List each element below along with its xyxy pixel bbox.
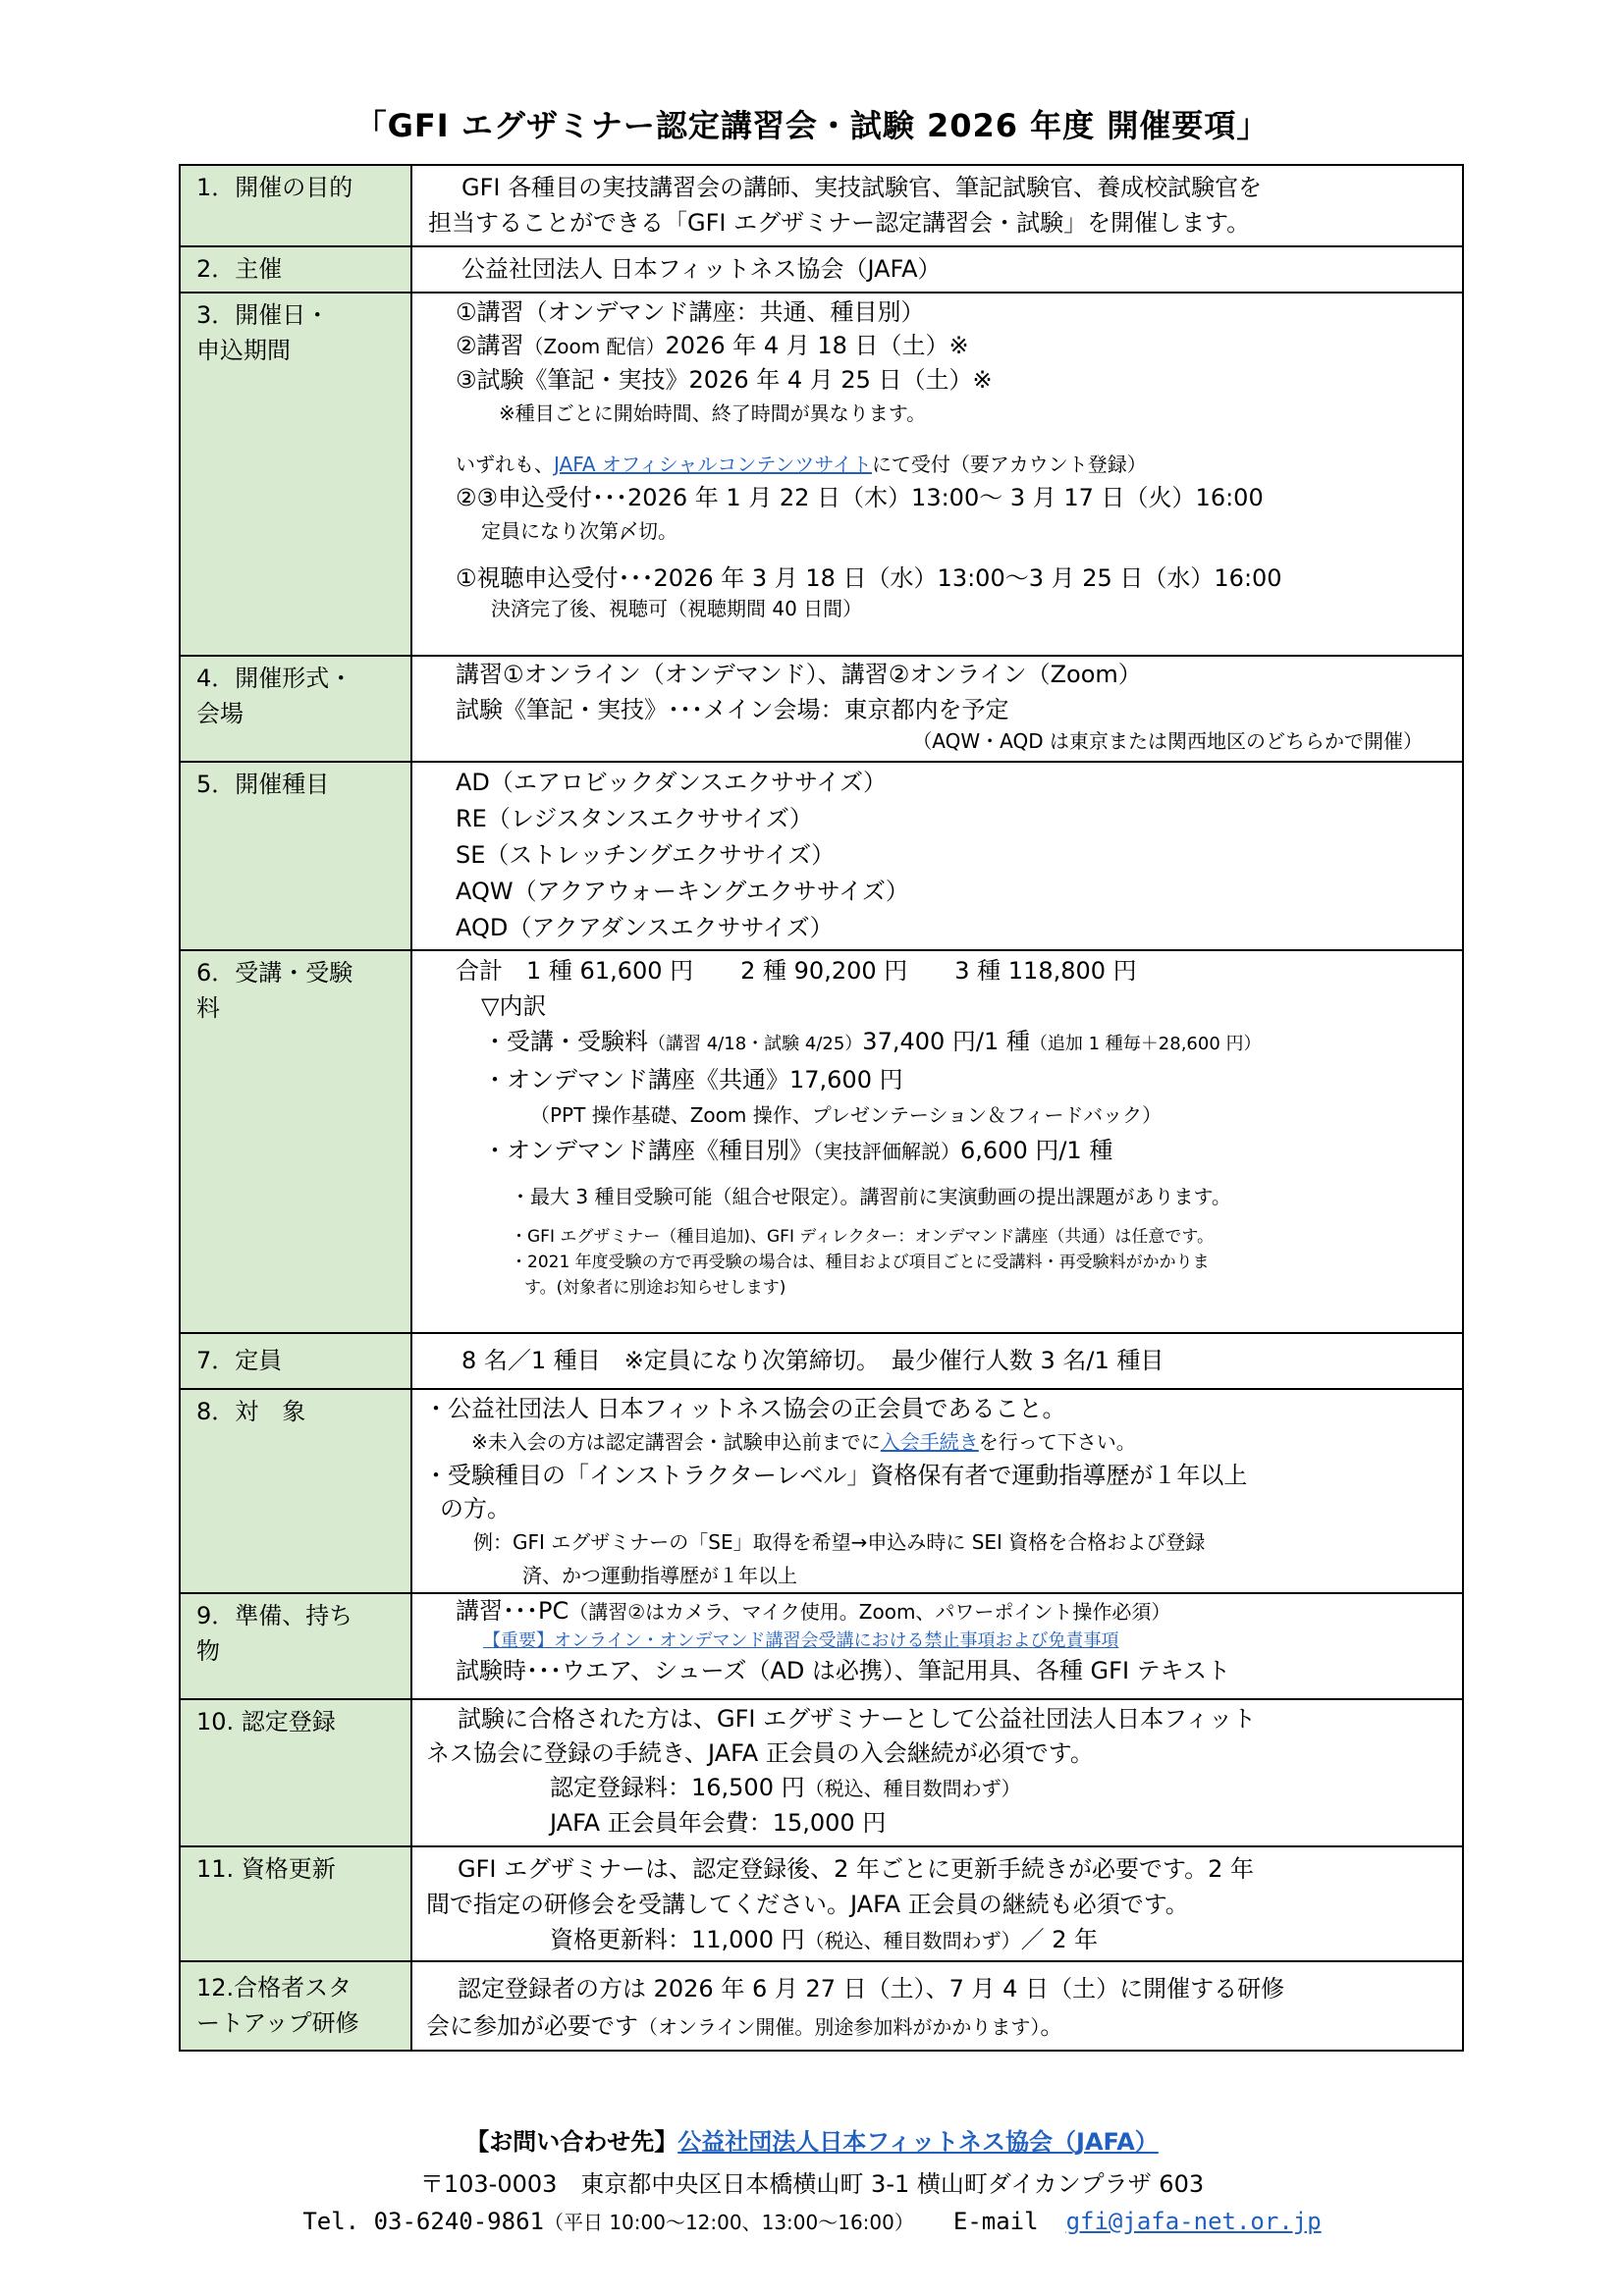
contact-line (0, 2122, 1624, 2157)
row-label: 5．開催種目 (196, 771, 330, 798)
event-item: RE（レジスタンスエクササイズ） (456, 805, 813, 832)
outline-table (179, 164, 1464, 2052)
contact-label: 【お問い合わせ先】 (465, 2128, 678, 2156)
text-line: ・GFI エグザミナー（種目追加)、GFI ディレクター：オンデマンド講座（共通）は任意です。 (511, 1227, 1214, 1247)
row-items-to-bring (180, 1593, 1463, 1699)
text-line: 認定登録者の方は 2026 年 6 月 27 日（土）、7 月 4 日（土）に開催する研修 (458, 1975, 1285, 2002)
row-label: 3．開催日・ (196, 301, 330, 329)
text-line: いずれも、JAFA オフィシャルコンテンツサイトにて受付（要アカウント登録） (456, 453, 1147, 476)
content-cell (411, 165, 1463, 246)
row-label: 会場 (196, 700, 244, 727)
address-line: 〒103-0003 東京都中央区日本橋横山町 3-1 横山町ダイカンプラザ 603 (419, 2170, 1205, 2198)
row-label: 物 (196, 1637, 220, 1665)
row-label: 7．定員 (196, 1347, 283, 1374)
row-label: 10. 認定登録 (196, 1708, 336, 1735)
label-cell (180, 1389, 411, 1593)
text-line: GFI 各種目の実技講習会の講師、実技試験官、筆記試験官、養成校試験官を (461, 174, 1263, 201)
content-cell (411, 1961, 1463, 2051)
text-line: 試験に合格された方は、GFI エグザミナーとして公益社団法人日本フィット (458, 1705, 1257, 1733)
text-line: JAFA 正会員年会費：15,000 円 (550, 1809, 887, 1837)
email-link[interactable]: gfi@jafa-net.or.jp (1065, 2208, 1322, 2235)
text-line: ①視聴申込受付･･･2026 年 3 月 18 日（水）13:00～3 月 25 日（水）16:00 (456, 564, 1282, 592)
row-label: 11. 資格更新 (196, 1855, 336, 1883)
email-label: E-mail (952, 2208, 1039, 2235)
content-cell (411, 1333, 1463, 1389)
text-line: ネス協会に登録の手続き、JAFA 正会員の入会継続が必須です。 (426, 1739, 1094, 1767)
row-capacity (180, 1333, 1463, 1389)
text-line: 試験《筆記・実技》･･･メイン会場：東京都内を予定 (456, 696, 1009, 723)
row-label: 12.合格者スタ (196, 1974, 352, 2002)
text-line: の方。 (440, 1495, 511, 1522)
row-label: 4．開催形式・ (196, 665, 353, 692)
text-line: 済、かつ運動指導歴が１年以上 (522, 1564, 797, 1587)
text-line: ②③申込受付･･･2026 年 1 月 22 日（木）13:00～ 3 月 17 日（火）16:00 (456, 484, 1264, 511)
row-label: 8．対 象 (196, 1398, 306, 1425)
text-line: ②講習（Zoom 配信）2026 年 4 月 18 日（土）※ (456, 332, 969, 359)
label-cell (180, 1961, 411, 2051)
label-cell (180, 1846, 411, 1961)
text-line: 決済完了後、視聴可（視聴期間 40 日間） (491, 597, 863, 620)
row-label: 2．主催 (196, 255, 283, 283)
label-cell (180, 656, 411, 762)
label-cell (180, 950, 411, 1333)
jafa-link[interactable]: 公益社団法人日本フィットネス協会（JAFA） (677, 2128, 1159, 2156)
text-line: 講習①オンライン（オンデマンド）、講習②オンライン（Zoom） (456, 661, 1142, 688)
row-startup-training (180, 1961, 1463, 2051)
row-dates (180, 293, 1463, 656)
text-line: ・最大 3 種目受験可能（組合せ限定）。講習前に実演動画の提出課題があります。 (511, 1185, 1231, 1208)
text-line (456, 1629, 1462, 1654)
text-line: ③試験《筆記・実技》2026 年 4 月 25 日（土）※ (456, 366, 993, 394)
text-line: ・受験種目の「インストラクターレベル」資格保有者で運動指導歴が１年以上 (424, 1462, 1248, 1489)
text-line: 認定登録料：16,500 円（税込、種目数問わず） (550, 1774, 1021, 1801)
text-line: ①講習（オンデマンド講座：共通、種目別） (456, 298, 925, 326)
text-line: ※種目ごとに開始時間、終了時間が異なります。 (499, 401, 927, 425)
text-line: 8 名／1 種目 ※定員になり次第締切。 最少催行人数 3 名/1 種目 (461, 1347, 1164, 1374)
text-line: 試験時･･･ウエア、シューズ（AD は必携）、筆記用具、各種 GFI テキスト (456, 1657, 1231, 1684)
text-line: ・2021 年度受験の方で再受験の場合は、種目および項目ごとに受講料・再受験料がかかりま (511, 1253, 1210, 1272)
text-line: 資格更新料：11,000 円（税込、種目数問わず）／ 2 年 (550, 1926, 1099, 1953)
content-cell (411, 656, 1463, 762)
row-label: 申込期間 (196, 337, 291, 364)
row-label: 9．準備、持ち (196, 1602, 353, 1629)
label-cell (180, 1699, 411, 1846)
label-cell (180, 293, 411, 656)
text-line: ・公益社団法人 日本フィットネス協会の正会員であること。 (424, 1395, 1066, 1422)
document-title: 「GFI エグザミナー認定講習会・試験 2026 年度 開催要項」 (354, 107, 1270, 144)
label-cell (180, 165, 411, 246)
text-line: 公益社団法人 日本フィットネス協会（JAFA） (461, 255, 942, 283)
text-line: ※未入会の方は認定講習会・試験申込前までに入会手続きを行って下さい。 (471, 1430, 1136, 1454)
text-line: ・オンデマンド講座《種目別》（実技評価解説）6,600 円/1 種 (483, 1137, 1113, 1164)
content-cell (411, 1699, 1463, 1846)
content-cell (411, 246, 1463, 293)
text-line: （PPT 操作基礎、Zoom 操作、プレゼンテーション＆フィードバック） (530, 1103, 1163, 1127)
text-line: ・オンデマンド講座《共通》17,600 円 (483, 1066, 903, 1094)
text-line: 会に参加が必要です（オンライン開催。別途参加料がかかります）。 (426, 2012, 1064, 2040)
text-line: 間で指定の研修会を受講してください。JAFA 正会員の継続も必須です。 (426, 1891, 1189, 1918)
text-line: 例：GFI エグザミナーの「SE」取得を希望→申込み時に SEI 資格を合格および登録 (473, 1530, 1206, 1554)
text-line: 定員になり次第〆切。 (481, 519, 677, 543)
text-line: 担当することができる「GFI エグザミナー認定講習会・試験」を開催します。 (428, 209, 1251, 237)
disclaimer-link[interactable]: 【重要】オンライン・オンデマンド講習会受講における禁止事項および免責事項 (483, 1630, 1119, 1651)
row-organizer (180, 246, 1463, 293)
content-cell (411, 1846, 1463, 1961)
row-label: 料 (196, 994, 220, 1022)
row-renewal (180, 1846, 1463, 1961)
tel-number: Tel. 03-6240-9861 (302, 2208, 544, 2235)
tel-email-line (0, 2207, 1624, 2235)
row-purpose (180, 165, 1463, 246)
event-item: AD（エアロビックダンスエクササイズ） (456, 769, 888, 796)
label-cell (180, 246, 411, 293)
event-item: AQD（アクアダンスエクササイズ） (456, 914, 834, 941)
text-line: GFI エグザミナーは、認定登録後、2 年ごとに更新手続きが必要です。2 年 (458, 1855, 1254, 1883)
event-item: AQW（アクアウォーキングエクササイズ） (456, 878, 909, 905)
text-line: （AQW・AQD は東京または関西地区のどちらかで開催） (912, 729, 1423, 753)
row-format-venue (180, 656, 1463, 762)
row-label: 1．開催の目的 (196, 174, 353, 201)
event-item: SE（ストレッチングエクササイズ） (456, 841, 836, 869)
label-cell (180, 762, 411, 950)
tel-hours: （平日 10:00～12:00、13:00～16:00） (543, 2211, 914, 2234)
content-cell (411, 1593, 1463, 1699)
row-label: 6．受講・受験 (196, 959, 353, 987)
row-label: ートアップ研修 (196, 2009, 359, 2037)
content-cell (411, 1389, 1463, 1593)
text-line: ・受講・受験料（講習 4/18・試験 4/25）37,400 円/1 種（追加 1 種毎＋28,600 円） (483, 1028, 1262, 1055)
content-cell (411, 950, 1463, 1333)
contents-site-link[interactable]: JAFA オフィシャルコンテンツサイト (554, 453, 872, 476)
text-line: 講習･･･PC（講習②はカメラ、マイク使用。Zoom、パワーポイント操作必須） (456, 1597, 1171, 1625)
text-line: 合計 1 種 61,600 円 2 種 90,200 円 3 種 118,800 円 (456, 957, 1137, 985)
text-line: す。(対象者に別途お知らせします) (524, 1278, 786, 1298)
content-cell (411, 762, 1463, 950)
content-cell (411, 293, 1463, 656)
label-cell (180, 1333, 411, 1389)
label-cell (180, 1593, 411, 1699)
row-fees (180, 950, 1463, 1333)
row-registration (180, 1699, 1463, 1846)
row-eligibility (180, 1389, 1463, 1593)
row-events (180, 762, 1463, 950)
membership-link[interactable]: 入会手続き (880, 1430, 979, 1454)
text-line: ▽内訳 (481, 992, 547, 1020)
